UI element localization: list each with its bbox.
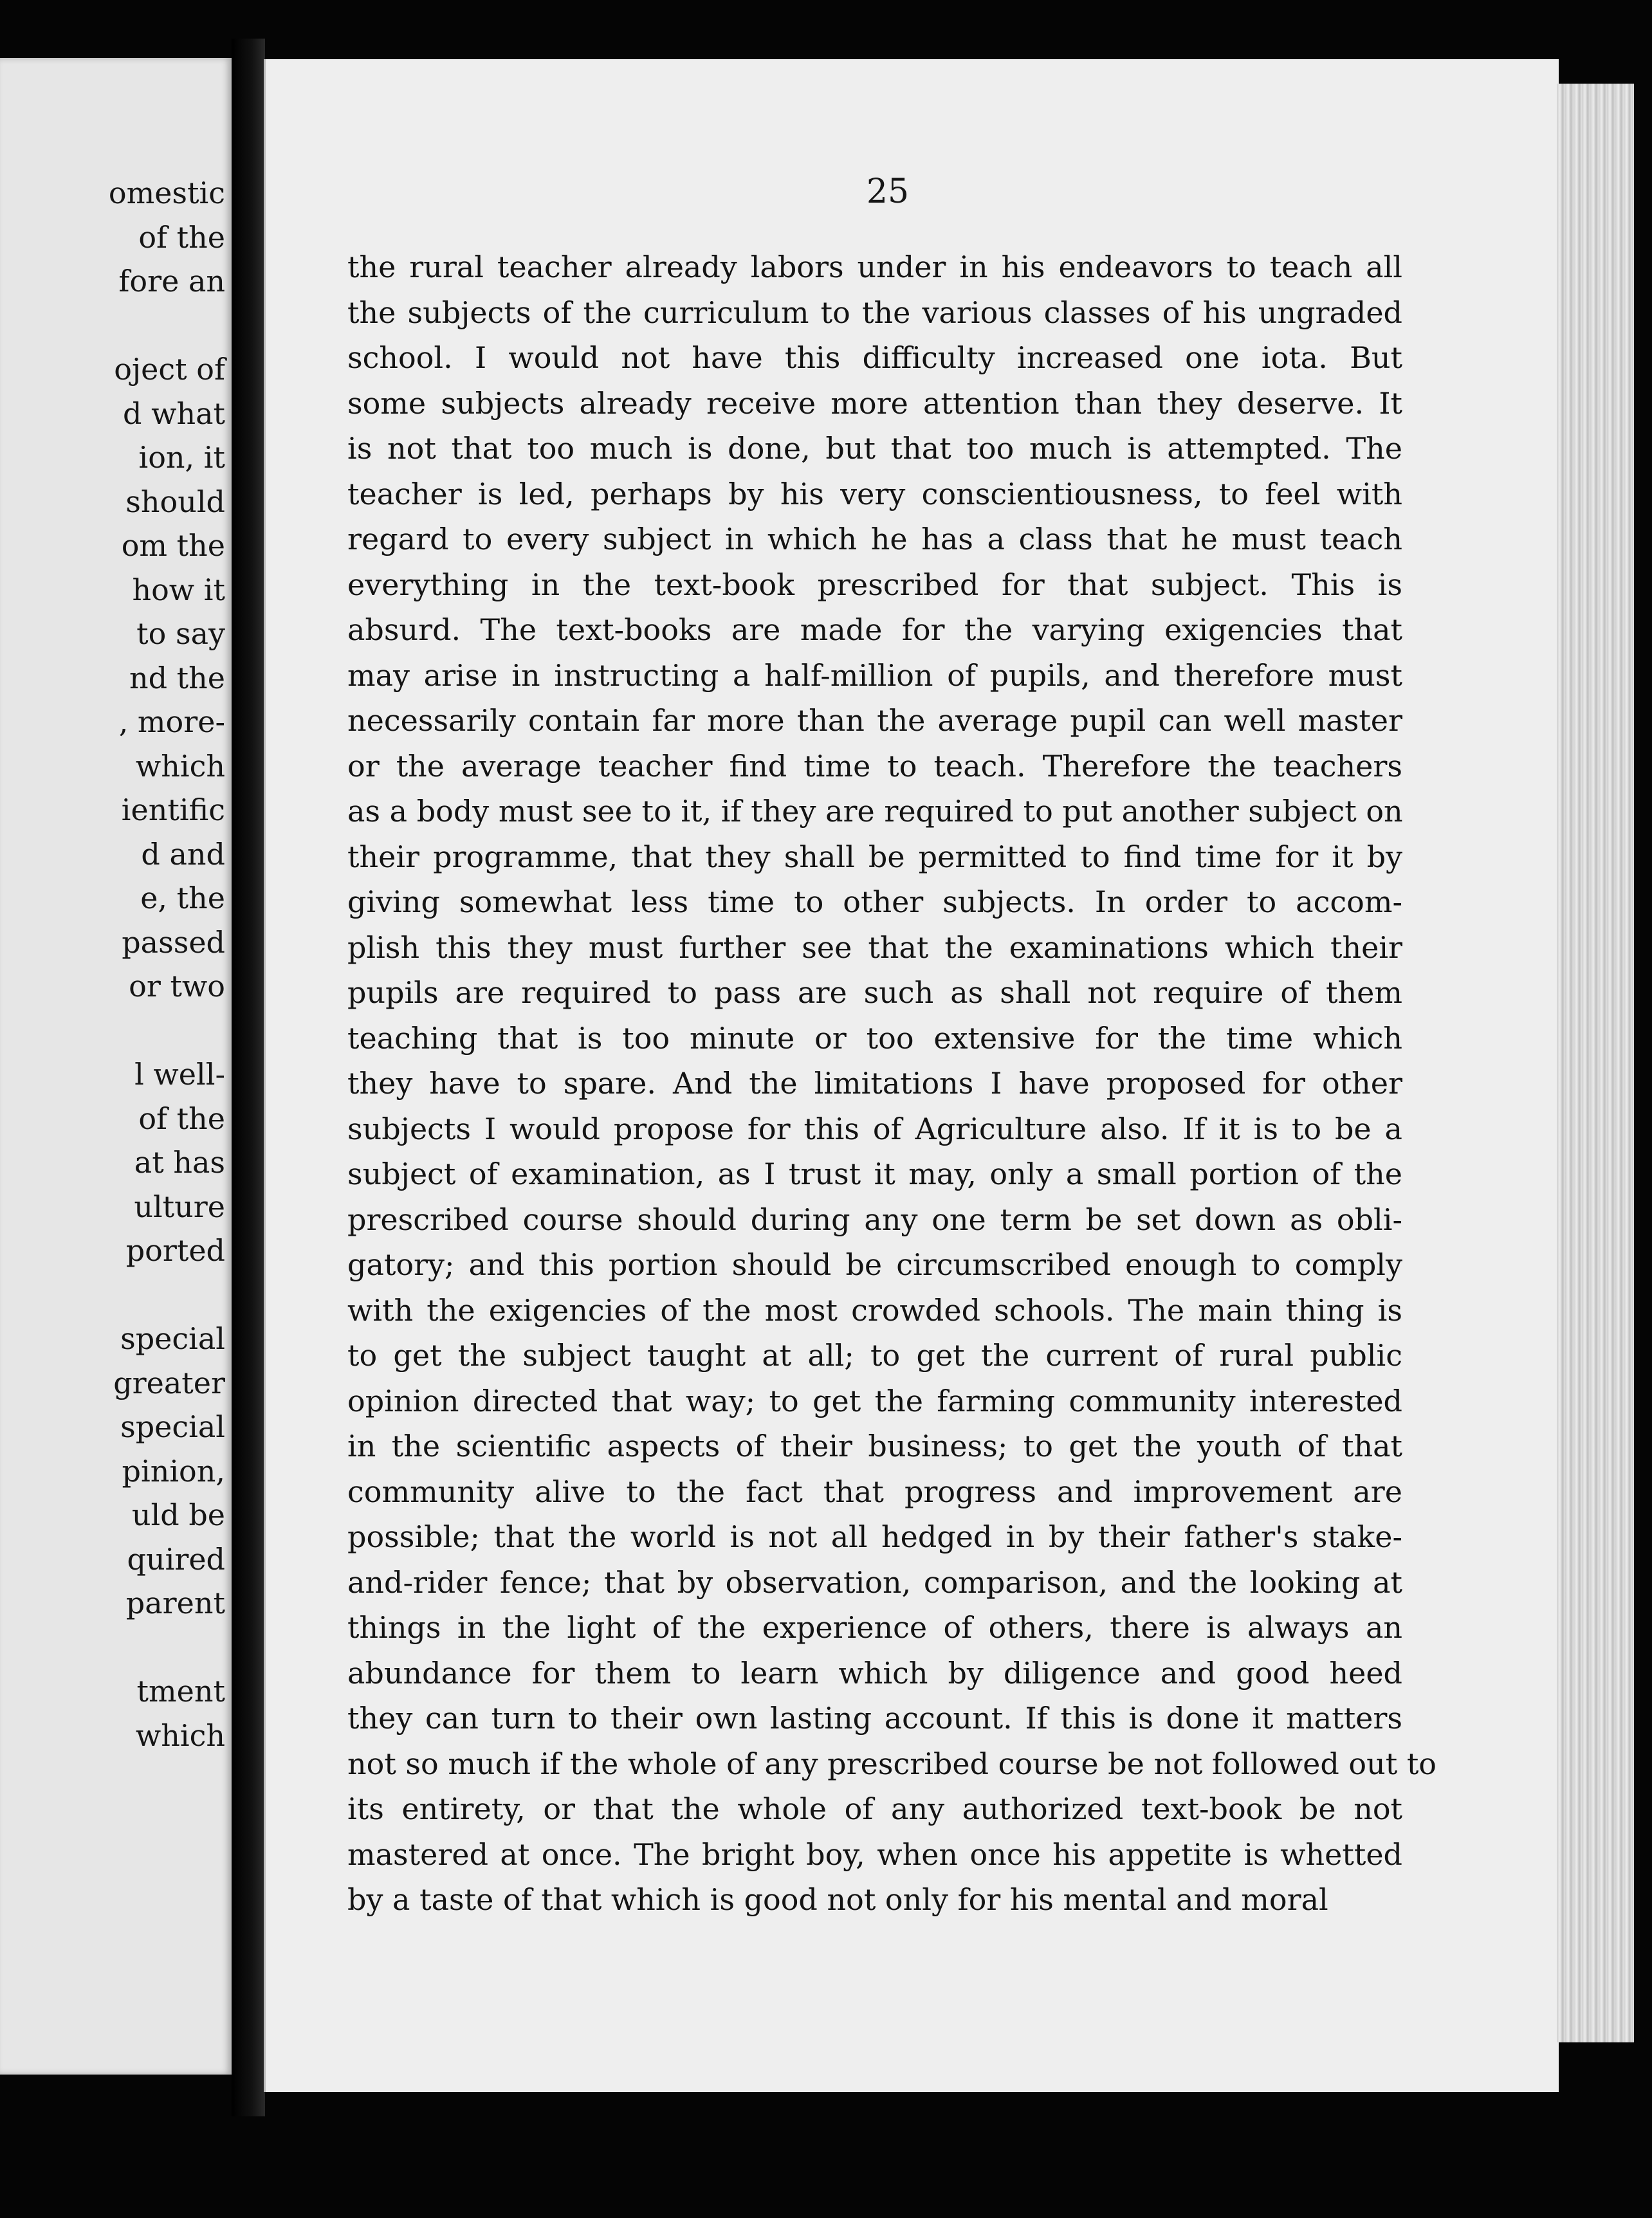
text-line: in the scientific aspects of their business; to get the youth of that — [347, 1429, 1402, 1463]
left-page-line: which — [135, 1718, 225, 1753]
text-line: the subjects of the curriculum to the various classes of his ungraded — [347, 295, 1402, 330]
page-number: 25 — [866, 172, 910, 211]
left-page-line: should — [125, 484, 225, 519]
text-line: not so much if the whole of any prescribed course be not followed out to — [347, 1746, 1436, 1781]
text-line: things in the light of the experience of others, there is always an — [347, 1610, 1402, 1645]
text-line: is not that too much is done, but that too much is attempted. The — [347, 431, 1402, 466]
left-page-line: om the — [121, 528, 225, 563]
left-page-line: d and — [141, 836, 225, 872]
text-line: as a body must see to it, if they are required to put another subject on — [347, 794, 1403, 829]
left-page-line: ientific — [121, 793, 225, 827]
text-line: may arise in instructing a half-million of pupils, and therefore must — [347, 657, 1402, 693]
left-page-line: special — [120, 1321, 225, 1356]
left-page-line: uld be — [131, 1498, 225, 1532]
text-line: or the average teacher find time to teach. Therefore the teachers — [347, 748, 1402, 784]
left-page-line: greater — [113, 1365, 225, 1400]
text-line: possible; that the world is not all hedged in by their father's stake- — [347, 1519, 1402, 1554]
left-page-line: ulture — [134, 1189, 225, 1224]
text-line: opinion directed that way; to get the farming community interested — [347, 1383, 1402, 1418]
text-line: community alive to the fact that progress and improvement are — [347, 1474, 1402, 1509]
text-line: regard to every subject in which he has a class that he must teach — [347, 522, 1402, 556]
text-line: giving somewhat less time to other subjects. In order to accom- — [347, 884, 1402, 919]
left-page-line: or two — [129, 969, 225, 1004]
text-line: pupils are required to pass are such as shall not require of them — [347, 975, 1402, 1010]
text-line: teaching that is too minute or too extensive for the time which — [347, 1020, 1402, 1056]
left-page-line: nd the — [129, 660, 225, 695]
left-page-line: fore an — [118, 264, 225, 298]
left-page-line: l well- — [134, 1057, 225, 1092]
text-line: absurd. The text-books are made for the varying exigencies that — [347, 612, 1402, 647]
left-page-line: at has — [134, 1145, 225, 1180]
text-line: their programme, that they shall be permitted to find time for it by — [347, 839, 1402, 874]
left-page-line: pinion, — [122, 1453, 225, 1489]
text-line: gatory; and this portion should be circumscribed enough to comply — [347, 1247, 1402, 1282]
left-page-line: to say — [136, 616, 225, 651]
left-page-line: ported — [125, 1233, 225, 1268]
text-line: some subjects already receive more attention than they deserve. It — [347, 385, 1402, 421]
text-line: to get the subject taught at all; to get the current of rural public — [347, 1338, 1402, 1373]
text-line: by a taste of that which is good not only for his mental and moral — [347, 1882, 1328, 1917]
left-page-line: how it — [132, 572, 225, 607]
text-line: prescribed course should during any one term be set down as obli- — [347, 1202, 1402, 1237]
text-line: they can turn to their own lasting account. If this is done it matters — [347, 1701, 1402, 1736]
left-facing-page — [0, 58, 232, 2075]
left-page-line: parent — [125, 1586, 225, 1620]
left-page-line: of the — [138, 1101, 225, 1136]
left-page-line: of the — [138, 219, 225, 255]
left-page-line: ion, it — [138, 440, 225, 475]
text-line: teacher is led, perhaps by his very conscientiousness, to feel with — [347, 476, 1402, 511]
text-line: abundance for them to learn which by diligence and good heed — [347, 1655, 1402, 1691]
text-line: subjects I would propose for this of Agriculture also. If it is to be a — [347, 1111, 1402, 1146]
text-line: plish this they must further see that the examinations which their — [347, 930, 1402, 965]
text-line: they have to spare. And the limitations I have proposed for other — [347, 1066, 1402, 1101]
text-line: mastered at once. The bright boy, when once his appetite is whetted — [347, 1837, 1402, 1872]
text-line: necessarily contain far more than the average pupil can well master — [347, 703, 1402, 738]
text-line: and-rider fence; that by observation, comparison, and the looking at — [347, 1564, 1402, 1600]
left-page-line: passed — [122, 924, 225, 960]
book-gutter — [232, 39, 265, 2116]
text-line: with the exigencies of the most crowded schools. The main thing is — [347, 1292, 1402, 1328]
left-page-line: omestic — [108, 176, 225, 210]
text-line: school. I would not have this difficulty increased one iota. But — [347, 340, 1402, 375]
left-page-line: tment — [136, 1674, 225, 1709]
left-page-line: , more- — [118, 704, 225, 739]
left-page-line: special — [120, 1409, 225, 1444]
left-page-line: which — [135, 748, 225, 784]
text-line: subject of examination, as I trust it may, only a small portion of the — [347, 1157, 1402, 1191]
left-page-line: oject of — [114, 352, 225, 387]
text-line: the rural teacher already labors under in his endeavors to teach all — [347, 250, 1402, 284]
left-page-line: e, the — [140, 881, 225, 915]
left-page-line: quired — [127, 1541, 225, 1577]
page-edges — [1557, 84, 1634, 2042]
body-text — [347, 244, 1436, 1923]
text-line: its entirety, or that the whole of any authorized text-book be not — [347, 1792, 1402, 1826]
left-page-line: d what — [123, 396, 225, 431]
text-line: everything in the text-book prescribed for that subject. This is — [347, 567, 1402, 602]
